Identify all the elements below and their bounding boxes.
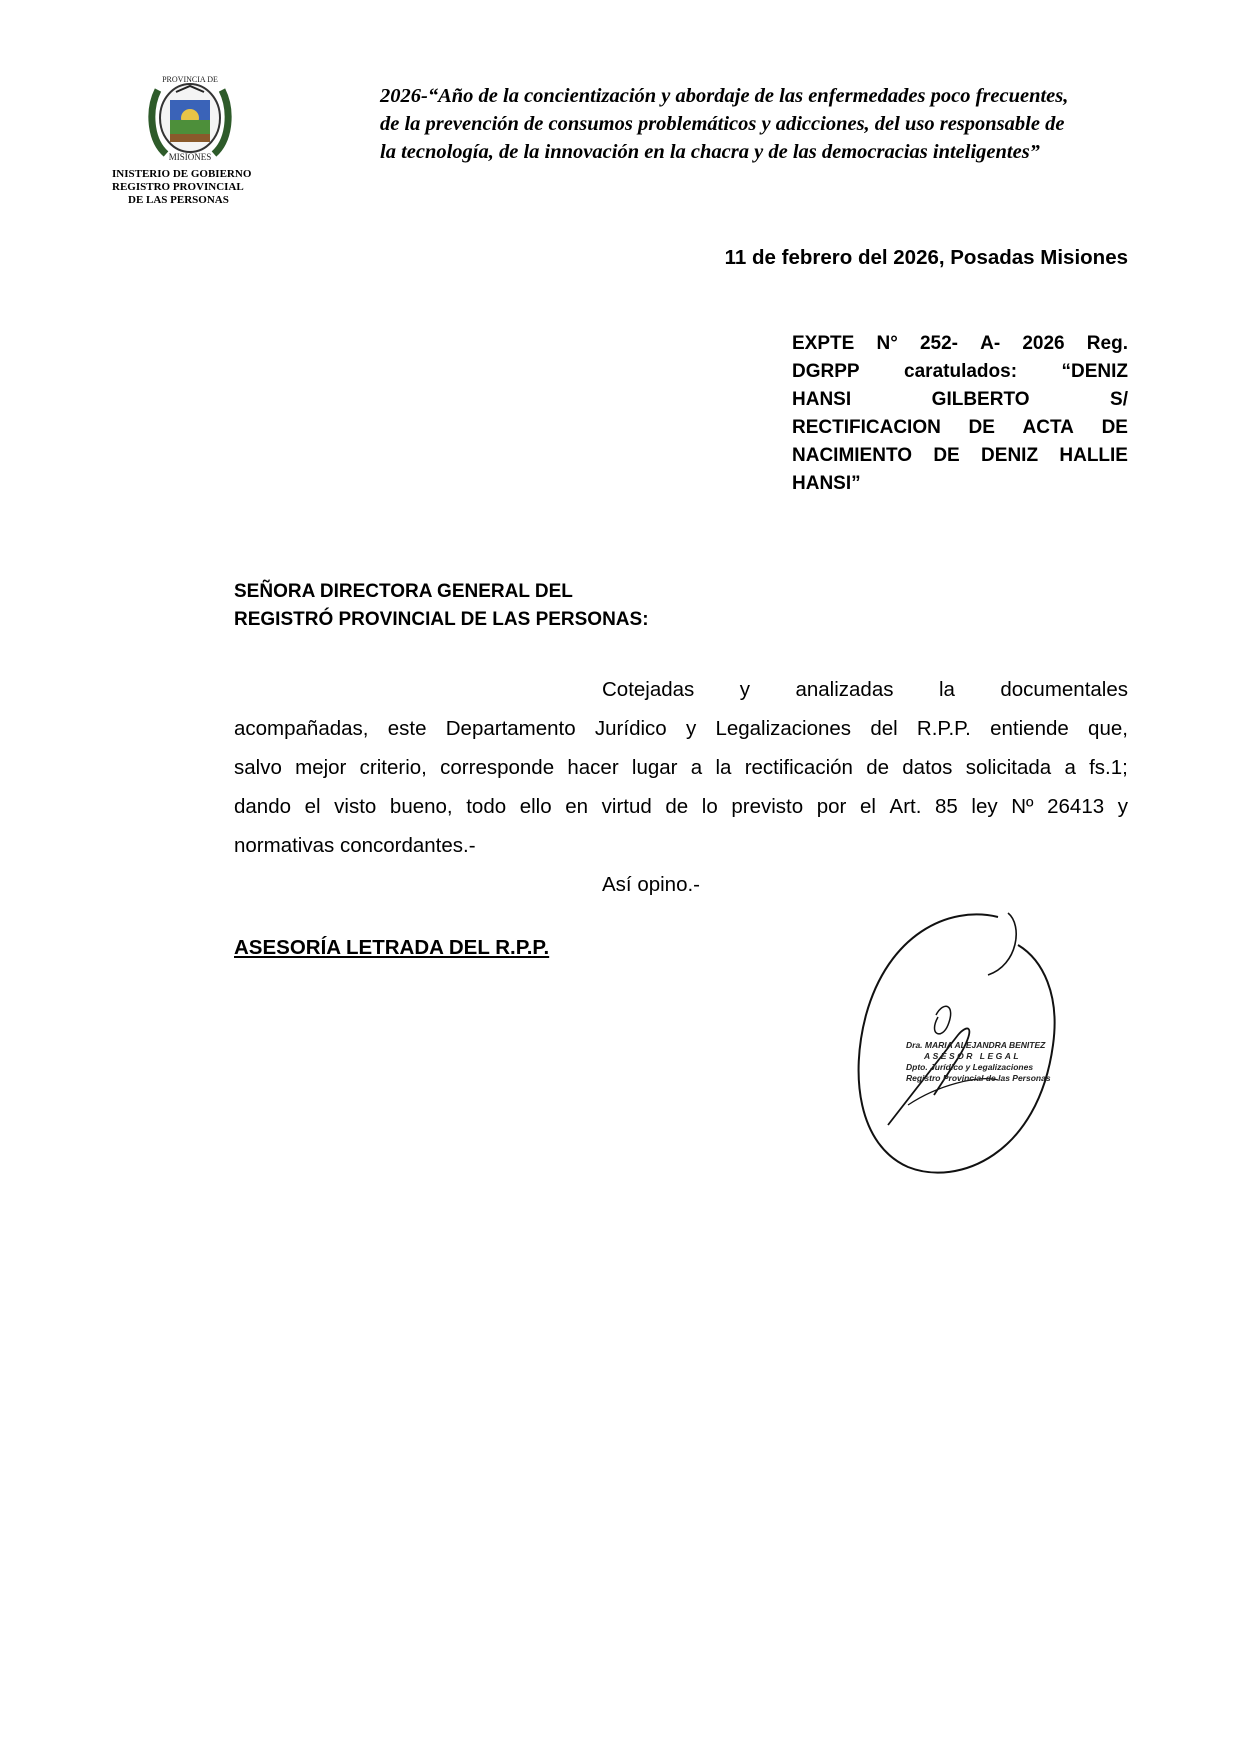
body-word: visto <box>334 795 377 818</box>
stamp-line: Registro Provincial de las Personas <box>906 1073 1051 1083</box>
body-word: Jurídico <box>594 717 667 740</box>
body-word: 85 <box>935 795 958 818</box>
expediente-word: EXPTE <box>792 333 855 354</box>
body-word: la <box>715 756 732 779</box>
expediente-word: ACTA <box>1022 417 1074 438</box>
expediente-word: DE <box>933 445 960 466</box>
body-word: por <box>816 795 847 818</box>
svg-text:PROVINCIA DE: PROVINCIA DE <box>162 75 218 84</box>
expediente-word: GILBERTO <box>931 389 1030 410</box>
body-line <box>234 787 1128 826</box>
expediente-line <box>792 470 1128 498</box>
signature-area-title: ASESORÍA LETRADA DEL R.P.P. <box>234 936 550 959</box>
body-word: solicitada <box>965 756 1052 779</box>
body-word: Cotejadas <box>602 678 695 701</box>
expediente-word: caratulados: <box>904 361 1018 382</box>
expediente-word: A- <box>980 333 1001 354</box>
body-word: todo <box>466 795 507 818</box>
body-word: mejor <box>295 756 347 779</box>
body-word: lugar <box>631 756 678 779</box>
body-word: R.P.P. <box>916 717 971 740</box>
body-paragraph <box>234 670 1128 904</box>
body-word: Legalizaciones <box>715 717 852 740</box>
body-word: del <box>870 717 898 740</box>
body-word: previsto <box>731 795 804 818</box>
body-word: 26413 <box>1047 795 1105 818</box>
body-word: lo <box>701 795 718 818</box>
expediente-word: HANSI” <box>792 473 861 494</box>
svg-text:MISIONES: MISIONES <box>168 152 212 162</box>
signature-stamp <box>906 1040 1066 1084</box>
body-word: Art. <box>889 795 922 818</box>
expediente-word: 252- <box>919 333 958 354</box>
body-word: Departamento <box>445 717 576 740</box>
body-word: en <box>565 795 589 818</box>
ministry-line: DE LAS PERSONAS <box>128 194 229 206</box>
expediente-word: DE <box>1101 417 1128 438</box>
body-first-line <box>234 670 1128 709</box>
body-word: y <box>685 717 697 740</box>
ministry-heading <box>112 168 282 207</box>
date-line: 11 de febrero del 2026, Posadas Misiones <box>724 246 1128 269</box>
body-word: hacer <box>567 756 619 779</box>
body-last-line: normativas concordantes.- <box>234 834 476 857</box>
expediente-word: 2026 <box>1022 333 1065 354</box>
expediente-word: “DENIZ <box>1061 361 1128 382</box>
stamp-line: Dpto. Jurídico y Legalizaciones <box>906 1062 1034 1072</box>
body-word: virtud <box>601 795 652 818</box>
expediente-word: N° <box>876 333 898 354</box>
body-word: Nº <box>1011 795 1034 818</box>
addressee-line: REGISTRÓ PROVINCIAL DE LAS PERSONAS: <box>234 609 649 630</box>
body-word: entiende <box>990 717 1069 740</box>
body-word: a <box>1064 756 1076 779</box>
body-word: analizadas <box>795 678 894 701</box>
body-word: y <box>1117 795 1128 818</box>
stamp-line: Dra. MARIA ALEJANDRA BENITEZ <box>906 1040 1046 1050</box>
expediente-line <box>792 442 1128 470</box>
expediente-block <box>792 330 1128 498</box>
expediente-line <box>792 358 1128 386</box>
expediente-word: S/ <box>1110 389 1128 410</box>
ministry-line: REGISTRO PROVINCIAL <box>112 181 244 193</box>
body-word: dando <box>234 795 292 818</box>
body-word: fs.1; <box>1089 756 1128 779</box>
body-word: que, <box>1088 717 1128 740</box>
addressee-line: SEÑORA DIRECTORA GENERAL DEL <box>234 581 573 602</box>
expediente-word: DENIZ <box>981 445 1039 466</box>
addressee <box>234 578 649 634</box>
body-word: datos <box>902 756 953 779</box>
expediente-line <box>792 330 1128 358</box>
expediente-word: NACIMIENTO <box>792 445 912 466</box>
expediente-line <box>792 414 1128 442</box>
body-word: bueno, <box>389 795 453 818</box>
body-word: el <box>859 795 876 818</box>
expediente-word: Reg. <box>1086 333 1128 354</box>
expediente-word: HANSI <box>792 389 852 410</box>
body-word: a <box>690 756 703 779</box>
expediente-word: DGRPP <box>792 361 860 382</box>
year-motto <box>380 82 1180 166</box>
expediente-line <box>792 386 1128 414</box>
provincial-seal-logo <box>140 70 240 162</box>
body-word: este <box>387 717 427 740</box>
body-word: de <box>665 795 689 818</box>
closing-line: Así opino.- <box>602 873 700 896</box>
body-word: y <box>739 678 751 701</box>
stamp-line: ASESOR LEGAL <box>924 1051 1022 1061</box>
expediente-word: HALLIE <box>1059 445 1128 466</box>
body-line <box>234 709 1128 748</box>
motto-line: de la prevención de consumos problemáticos y adicciones, del uso responsable de <box>380 113 1065 135</box>
body-word: documentales <box>1000 678 1128 701</box>
expediente-word: RECTIFICACION <box>792 417 941 438</box>
ministry-line: INISTERIO DE GOBIERNO <box>112 168 252 180</box>
body-word: acompañadas, <box>234 717 369 740</box>
body-word: el <box>304 795 321 818</box>
body-word: rectificación <box>744 756 853 779</box>
body-line <box>234 748 1128 787</box>
body-word: salvo <box>234 756 282 779</box>
body-word: ley <box>971 795 998 818</box>
expediente-word: DE <box>968 417 995 438</box>
body-word: corresponde <box>440 756 555 779</box>
motto-line: la tecnología, de la innovación en la chacra y de las democracias inteligentes” <box>380 141 1040 163</box>
body-word: ello <box>519 795 552 818</box>
motto-line: 2026-“Año de la concientización y abordaje de las enfermedades poco frecuentes, <box>380 85 1069 107</box>
body-word: de <box>866 756 890 779</box>
body-word: la <box>938 678 955 701</box>
body-word: criterio, <box>359 756 427 779</box>
